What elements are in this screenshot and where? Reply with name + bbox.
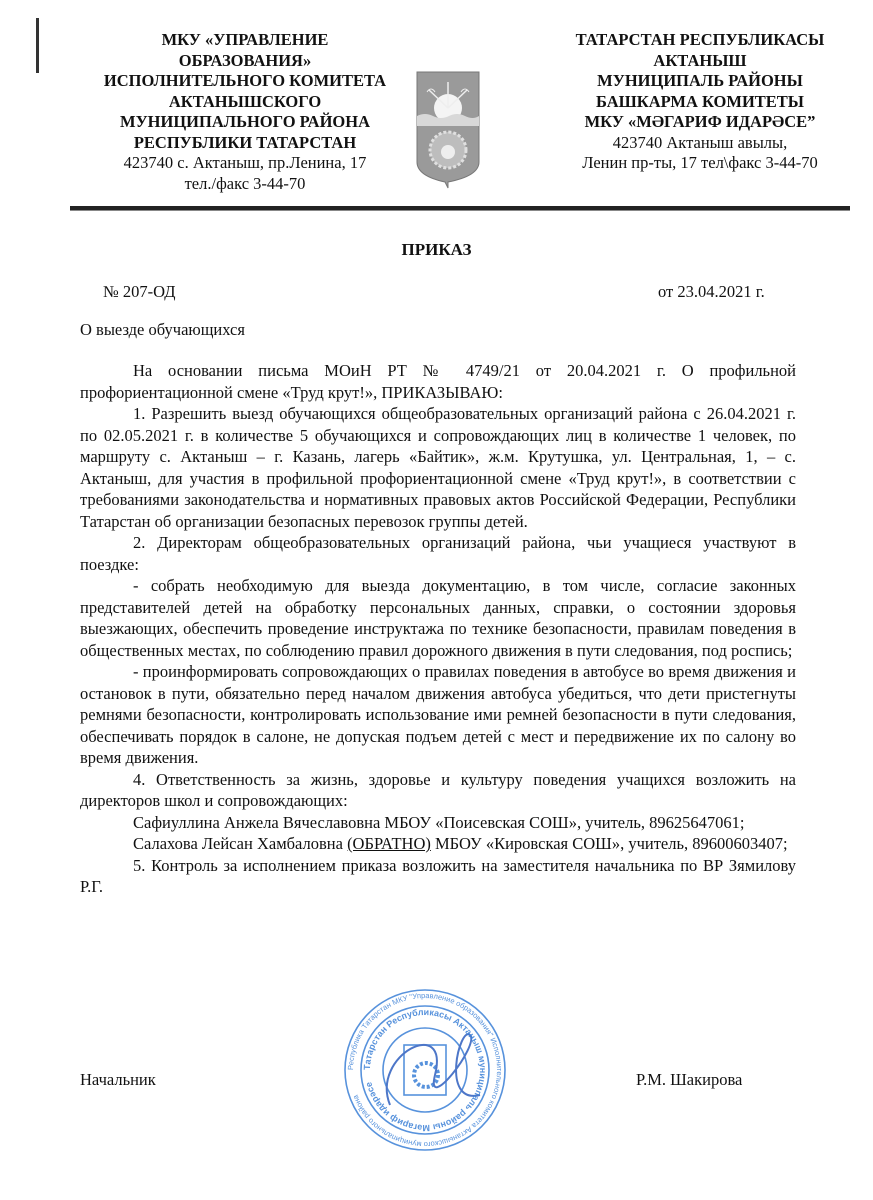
official-stamp-icon — [330, 985, 520, 1155]
underlined-note: (ОБРАТНО) — [347, 834, 431, 853]
order-subject: О выезде обучающихся — [80, 320, 245, 339]
header-line: АКТАНЫШСКОГО — [168, 91, 322, 111]
header-line: БАШКАРМА КОМИТЕТЫ — [596, 91, 804, 111]
header-line: АКТАНЫШ — [653, 50, 747, 70]
paragraph — [80, 833, 796, 855]
header-address: 423740 с. Актаныш, пр.Ленина, 17 — [123, 153, 367, 172]
header-phone: тел./факс 3-44-70 — [184, 173, 306, 193]
paragraph: 2. Директорам общеобразовательных организаций района, чьи учащиеся участвуют в поездке: — [80, 533, 796, 574]
signatory-name: Р.М. Шакирова — [636, 1070, 743, 1089]
stamp-inner-text: Татарстан Республикасы Актаныш муниципаль районы Мәгариф идарәсе — [361, 1006, 489, 1134]
paragraph: 5. Контроль за исполнением приказа возложить на заместителя начальника по ВР Зямилову Р.Г. — [80, 855, 796, 896]
document-title: ПРИКАЗ — [401, 240, 472, 259]
header-address: 423740 Актаныш авылы, — [612, 132, 788, 152]
header-line: МКУ «УПРАВЛЕНИЕ — [161, 30, 329, 49]
header-line: ТАТАРСТАН РЕСПУБЛИКАСЫ — [575, 30, 825, 49]
paragraph: 4. Ответственность за жизнь, здоровье и культуру поведения учащихся возложить на директоров школ и сопровождающих: — [80, 769, 796, 810]
paragraph: Сафиуллина Анжела Вячеславовна МБОУ «Поисевская СОШ», учитель, 89625647061; — [133, 812, 745, 832]
header-left-russian — [85, 30, 405, 194]
header-right-tatar — [555, 30, 845, 174]
header-line: МУНИЦИПАЛЬ РАЙОНЫ — [597, 71, 803, 90]
header-line: МУНИЦИПАЛЬНОГО РАЙОНА — [120, 112, 370, 131]
header-line: МКУ «МӘГАРИФ ИДАРӘСЕ” — [584, 112, 816, 131]
order-number: № 207-ОД — [103, 282, 176, 301]
stamp-outer-text: Республика Татарстан МКУ "Управление образования" Исполнительного комитета Актанышского муниципального района — [345, 990, 505, 1150]
paragraph: - проинформировать сопровождающих о правилах поведения в автобусе во время движения и остановок в пути, обязательно перед началом движения автобуса убедиться, что дети пристегнуты ремнями безопасности, контролировать использование ими ремней безопасности в пути следования, обеспечивать порядок в салоне, не допуская подъем детей с мест и передвижение их по салону во время движения. — [80, 662, 796, 767]
header-line: ИСПОЛНИТЕЛЬНОГО КОМИТЕТА — [103, 71, 387, 90]
header-phone: Ленин пр-ты, 17 тел\факс 3-44-70 — [582, 153, 818, 172]
order-body — [80, 360, 796, 898]
header-line: РЕСПУБЛИКИ ТАТАРСТАН — [133, 132, 357, 152]
text: Салахова Лейсан Хамбаловна — [133, 834, 348, 853]
svg-text:Татарстан Республикасы Актаныш — [362, 1007, 488, 1133]
signatory-role: Начальник — [80, 1070, 156, 1089]
paragraph: - собрать необходимую для выезда документацию, в том числе, согласие законных представителей детей на обработку персональных данных, справки, о состоянии здоровья выезжающих, обеспечить проведение инструктажа по технике безопасности, правилам поведения в общественных местах, по соблюдению правил дорожного движения в пути следования, под роспись; — [80, 576, 796, 660]
text: МБОУ «Кировская СОШ», учитель, 89600603407; — [430, 834, 788, 853]
order-date: от 23.04.2021 г. — [658, 282, 765, 301]
scan-edge-mark — [36, 18, 39, 73]
paragraph: 1. Разрешить выезд обучающихся общеобразовательных организаций района с 26.04.2021 г. по 02.05.2021 г. в количестве 5 обучающихся и сопровождающих лиц в количестве 1 человек, по маршруту с. Актаныш – г. Казань, лагерь «Байтик», ж.м. Крутушка, ул. Центральная, 1, – с. Актаныш, для участия в профильной профориентационной смене «Труд крут!», в соответствии с требованиями законодательства и нормативных правовых актов Российской Федерации, Республики Татарстан об организации безопасных перевозок группы детей. — [80, 404, 796, 531]
coat-of-arms-icon — [415, 70, 481, 190]
header-divider — [70, 206, 850, 211]
paragraph: На основании письма МОиН РТ № 4749/21 от 20.04.2021 г. О профильной профориентационной смене «Труд крут!», ПРИКАЗЫВАЮ: — [80, 361, 796, 402]
header-line: ОБРАЗОВАНИЯ» — [178, 50, 312, 70]
